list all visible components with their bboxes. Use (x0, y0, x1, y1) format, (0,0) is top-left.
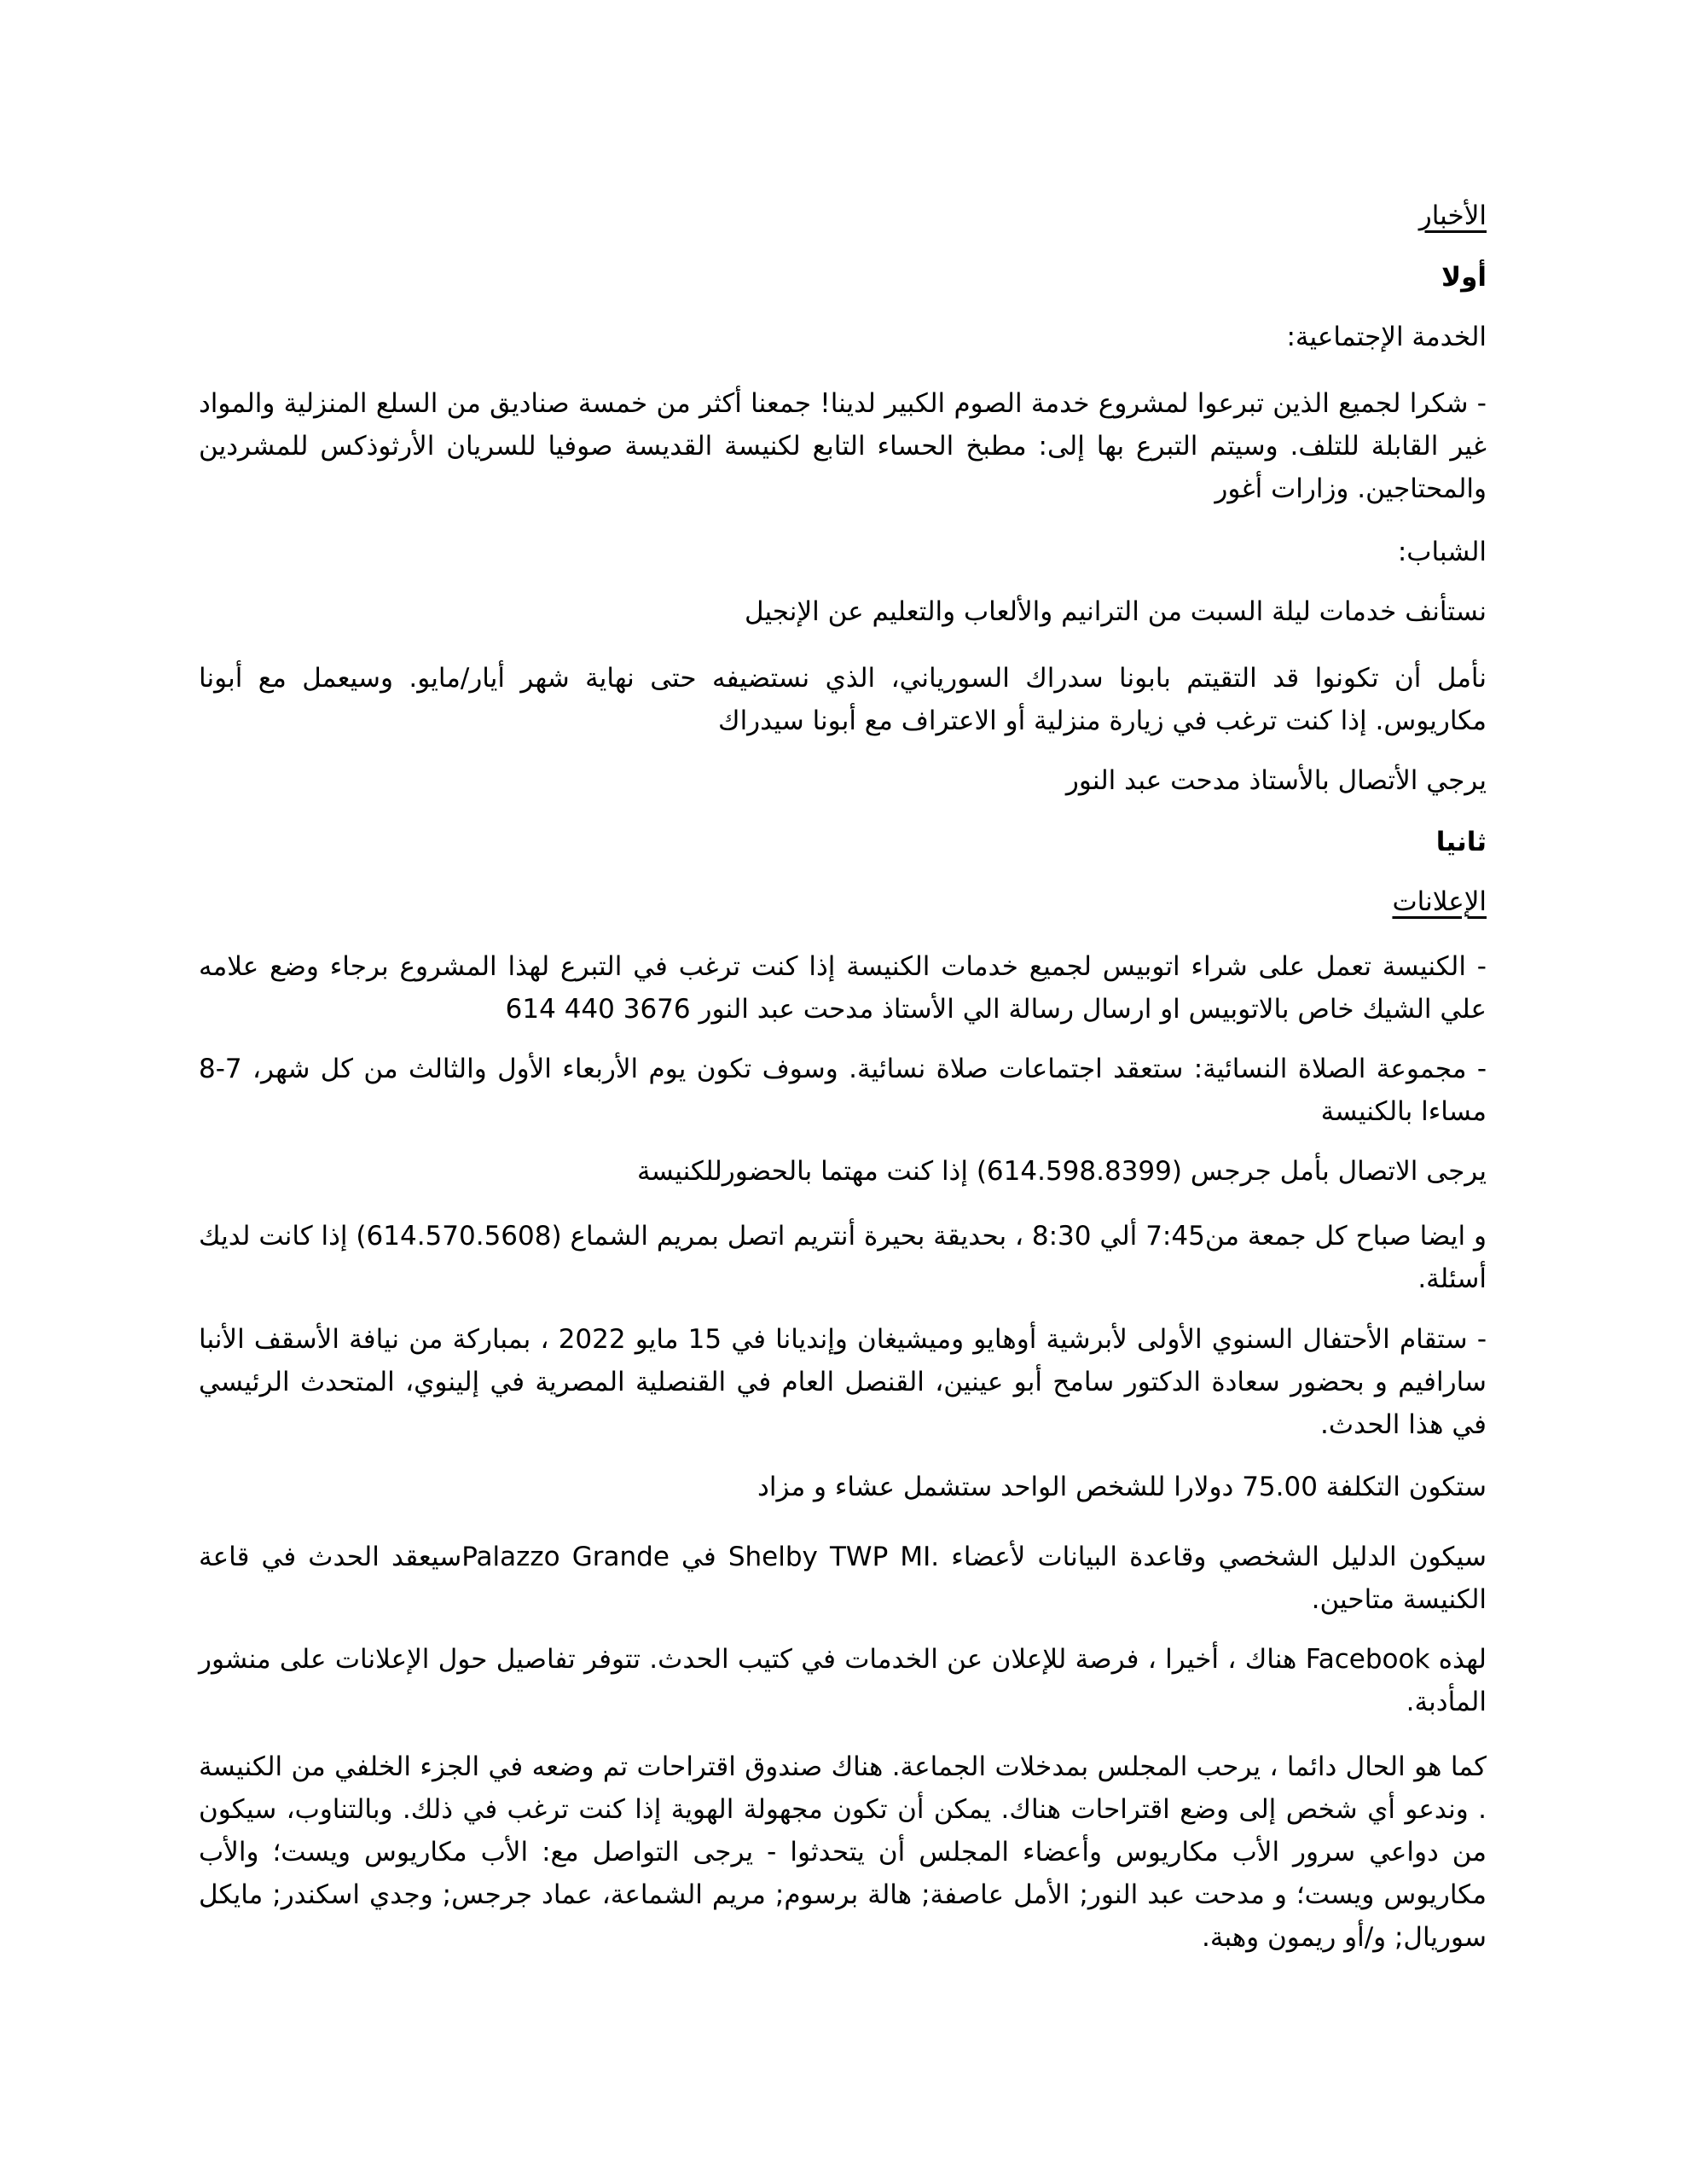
council-paragraph: كما هو الحال دائما ، يرحب المجلس بمدخلات الجماعة. هناك صندوق اقتراحات تم وضعه في الجزء الخلفي من الكنيسة . وندعو أي شخص إلى وضع اقتراحات هناك. يمكن أن تكون مجهولة الهوية إذا كنت ترغب في ذلك. وبالتناوب، سيكون من دواعي سرور الأب مكاريوس وأعضاء المجلس أن يتحدثوا - يرجى التواصل مع: الأب مكاريوس ويست؛ والأب مكاريوس ويست؛ و مدحت عبد النور; الأمل عاصفة; هالة برسوم; مريم الشماعة، عماد جرجس; وجدي اسكندر; مايكل سوريال; و/أو ريمون وهبة. (199, 1751, 1487, 1953)
facebook-paragraph: لهذه Facebook هناك ، أخيرا ، فرصة للإعلان عن الخدمات في كتيب الحدث. تتوفر تفاصيل حول الإعلانات على منشور المأدبة. (199, 1644, 1487, 1717)
section-first-label: أولا (1441, 262, 1487, 293)
news-heading: الأخبار (1418, 200, 1487, 231)
youth-paragraph: نستأنف خدمات ليلة السبت من الترانيم والألعاب والتعليم عن الإنجيل (744, 596, 1487, 627)
youth-label: الشباب: (1397, 537, 1487, 567)
announcements-heading: الإعلانات (1392, 886, 1487, 917)
friday-paragraph: و ايضا صباح كل جمعة من7:45 ألي 8:30 ، بحديقة بحيرة أنتريم اتصل بمريم الشماع (614.570.5608) إذا كانت لديك أسئلة. (199, 1221, 1487, 1294)
venue-paragraph: سيكون الدليل الشخصي وقاعدة البيانات لأعضاء .Shelby TWP MI في Palazzo Grandeسيعقد الحدث في قاعة الكنيسة متاحين. (199, 1542, 1487, 1615)
womens-prayer-paragraph: - مجموعة الصلاة النسائية: ستعقد اجتماعات صلاة نسائية. وسوف تكون يوم الأربعاء الأول والثالث من كل شهر، 7-8 مساءا بالكنيسة (199, 1054, 1487, 1127)
social-service-paragraph: - شكرا لجميع الذين تبرعوا لمشروع خدمة الصوم الكبير لدينا! جمعنا أكثر من خمسة صناديق من السلع المنزلية والمواد غير القابلة للتلف. وسيتم التبرع بها إلى: مطبخ الحساء التابع لكنيسة القديسة صوفيا للسريان الأرثوذكس للمشردين والمحتاجين. وزارات أغور (199, 388, 1487, 504)
priest-visit-paragraph: نأمل أن تكونوا قد التقيتم بابونا سدراك السورياني، الذي نستضيفه حتى نهاية شهر أيار/مايو. وسيعمل مع أبونا مكاريوس. إذا كنت ترغب في زيارة منزلية أو الاعتراف مع أبونا سيدراك (199, 663, 1487, 736)
section-second-label: ثانيا (1435, 827, 1487, 857)
amal-contact-paragraph: يرجى الاتصال بأمل جرجس (614.598.8399) إذا كنت مهتما بالحضورللكنيسة (637, 1156, 1487, 1187)
celebration-paragraph: - ستقام الأحتفال السنوي الأولى لأبرشية أوهايو وميشيغان وإنديانا في 15 مايو 2022 ، بمباركة من نيافة الأسقف الأنبا سارافيم و بحضور سعادة الدكتور سامح أبو عينين، القنصل العام في القنصلية المصرية في إلينوي، المتحدث الرئيسي في هذا الحدث. (199, 1324, 1487, 1440)
social-service-label: الخدمة الإجتماعية: (1286, 322, 1487, 352)
contact-paragraph: يرجي الأتصال بالأستاذ مدحت عبد النور (1065, 765, 1487, 796)
bus-paragraph: - الكنيسة تعمل على شراء اتوبيس لجميع خدمات الكنيسة إذا كنت ترغب في التبرع لهذا المشروع برجاء وضع علامه علي الشيك خاص بالاتوبيس او ارسال رسالة الي الأستاذ مدحت عبد النور 3676 440 614 (199, 951, 1487, 1025)
cost-paragraph: ستكون التكلفة 75.00 دولارا للشخص الواحد ستشمل عشاء و مزاد (757, 1472, 1487, 1502)
